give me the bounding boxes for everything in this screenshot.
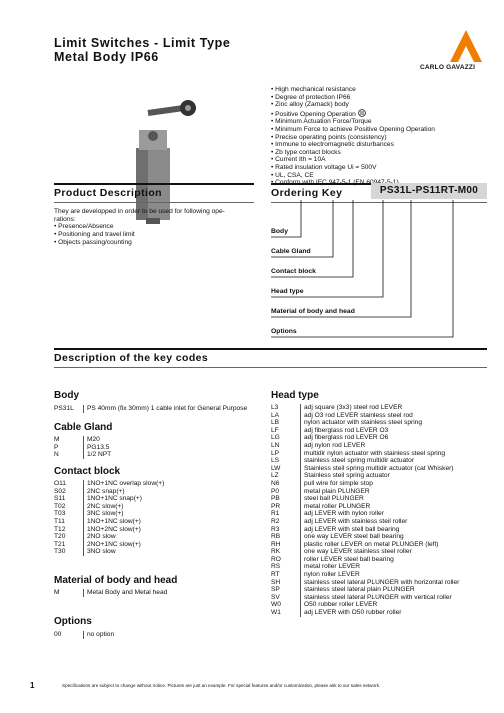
table-row: W1 adj LEVER with O50 rubber roller — [271, 609, 402, 617]
table-row: 00 no option — [54, 631, 115, 638]
section-divider — [54, 367, 487, 368]
cable-gland-heading: Cable Gland — [54, 422, 113, 433]
table-row: LB nylon actuator with stainless steel spring — [271, 419, 423, 427]
table-row: LN adj nylon rod LEVER — [271, 441, 366, 449]
feature-item: • Immune to electromagnetic disturbances — [271, 141, 394, 149]
table-row: T03 3NC slow(+) — [54, 510, 124, 518]
description-item: • Objects passing/counting — [54, 238, 132, 246]
table-row: T21 2NO+1NC slow(+) — [54, 540, 141, 548]
table-row: RB one way LEVER steel ball bearing — [271, 533, 404, 541]
table-row: RS metal roller LEVER — [271, 563, 361, 571]
section-divider — [54, 202, 254, 203]
feature-item: • Positive Opening Operation — [271, 109, 435, 119]
table-row: W0 O50 rubber roller LEVER — [271, 601, 378, 609]
ordering-key-label: Head type — [271, 288, 304, 295]
table-row: LW Stainless steil spring multidir actuator (cat Whisker) — [271, 464, 454, 472]
feature-item: • Current Ith = 10A — [271, 156, 326, 164]
table-row: LF adj fiberglass rod LEVER O3 — [271, 426, 389, 434]
cable-gland-table — [54, 436, 111, 459]
table-row: RO roller LEVER steel ball bearing — [271, 555, 394, 563]
feature-item: • Zinc alloy (Zamack) body — [271, 101, 349, 109]
footer-note: Specifications are subject to change without notice. Pictures are just an example. For special features and/or customization, please ask to our sales network. — [62, 683, 381, 688]
feature-item: • Degree of protection IP66 — [271, 93, 351, 101]
feature-item: • Precise operating points (consistency) — [271, 133, 387, 141]
table-row: RK one way LEVER stainless steel roller — [271, 548, 412, 556]
head-type-heading: Head type — [271, 390, 319, 401]
table-row: R1 adj LEVER with nylon roller — [271, 510, 384, 518]
table-row: O11 1NO+1NC overlap slow(+) — [54, 480, 165, 487]
contact-block-heading: Contact block — [54, 466, 121, 477]
description-intro: They are developped in order to be used for following ope-rations: — [54, 208, 225, 223]
feature-item: • UL, CSA, CE — [271, 171, 314, 179]
table-row: P0 metal plain PLUNGER — [271, 487, 370, 495]
title-line-1: Limit Switches - Limit Type — [54, 36, 231, 50]
key-codes-heading: Description of the key codes — [54, 352, 209, 364]
feature-item: • High mechanical resistance — [271, 86, 356, 93]
table-row: LZ Stainless steil spring actuator — [271, 472, 390, 480]
title-line-2: Metal Body IP66 — [54, 50, 159, 64]
table-row: N6 pull wire for simple stop — [271, 479, 373, 487]
table-row: T02 2NC slow(+) — [54, 502, 124, 510]
contact-block-table — [54, 480, 164, 556]
table-row: N 1/2 NPT — [54, 451, 112, 459]
description-item: • Presence/Absence — [54, 223, 114, 231]
ordering-code: PS31L-PS11RT-M00 — [371, 183, 487, 199]
table-row: T30 3NO slow — [54, 548, 116, 556]
table-row: LA adj O3 rod LEVER stainless steel rod — [271, 411, 413, 419]
ordering-key-label: Contact block — [271, 268, 316, 275]
ordering-key-heading: Ordering Key — [271, 187, 343, 199]
table-row: PS31L PS 40mm (fix 30mm) 1 cable inlet for General Purpose — [54, 405, 248, 412]
table-row: P PG13.5 — [54, 443, 110, 451]
ordering-key-label: Cable Gland — [271, 248, 311, 255]
feature-item: • Minimum Actuation Force/Torque — [271, 118, 372, 126]
table-row: PB steel ball PLUNGER — [271, 495, 364, 503]
material-heading: Material of body and head — [54, 575, 178, 586]
body-heading: Body — [54, 390, 79, 401]
table-row: T11 1NO+1NC slow(+) — [54, 517, 141, 525]
ordering-key-label: Body — [271, 228, 288, 235]
table-row: T20 2NO slow — [54, 533, 116, 541]
table-row: M M20 — [54, 436, 100, 443]
feature-item: • Rated insulation voltage Ui = 500V — [271, 163, 377, 171]
positive-opening-icon — [358, 109, 366, 117]
feature-item: • Minimum Force to achieve Positive Opening Operation — [271, 125, 435, 133]
table-row: LP multidir nylon actuator with stainless steel spring — [271, 449, 446, 457]
page-title — [54, 36, 230, 64]
feature-item: • Zb type contact blocks — [271, 148, 341, 156]
table-row: T12 1NO+2NC slow(+) — [54, 525, 141, 533]
section-divider — [271, 183, 371, 185]
table-row: R3 adj LEVER with stell ball bearing — [271, 525, 400, 533]
table-row: S11 1NO+1NC snap(+) — [54, 495, 142, 503]
ordering-key-label: Options — [271, 328, 297, 335]
table-row: SV stainless steel lateral PLUNGER with vertical roller — [271, 593, 452, 601]
section-divider — [54, 348, 487, 350]
table-row: S02 2NC snap(+) — [54, 487, 125, 495]
product-description-heading: Product Description — [54, 187, 162, 199]
table-row: LS stainless steel spring multidir actuator — [271, 457, 414, 465]
table-row: RT nylon roller LEVER — [271, 571, 360, 579]
brand-logo-icon — [446, 28, 486, 62]
page-number: 1 — [30, 681, 35, 690]
table-row: PR metal roller PLUNGER — [271, 502, 371, 510]
description-item: • Positioning and travel limit — [54, 231, 135, 239]
head-type-table — [271, 404, 459, 617]
table-row: R2 adj LEVER with stainless steil roller — [271, 517, 408, 525]
options-heading: Options — [54, 616, 92, 627]
brand-name: CARLO GAVAZZI — [420, 64, 476, 71]
table-row: M Metal Body and Metal head — [54, 589, 168, 596]
feature-list — [271, 86, 435, 187]
table-row: L3 adj square (3x3) steel rod LEVER — [271, 404, 403, 411]
product-description-text — [54, 208, 244, 247]
limit-switch-photo — [108, 86, 198, 226]
table-row: SP stainless steel lateral plain PLUNGER — [271, 586, 415, 594]
ordering-key-label: Material of body and head — [271, 308, 355, 315]
table-row: LG adj fiberglass rod LEVER O6 — [271, 434, 389, 442]
table-row: RH plastic roller LEVER on metal PLUNGER (left) — [271, 540, 439, 548]
table-row: SH stainless steel lateral PLUNGER with horizontal roller — [271, 578, 460, 586]
section-divider — [54, 183, 254, 185]
